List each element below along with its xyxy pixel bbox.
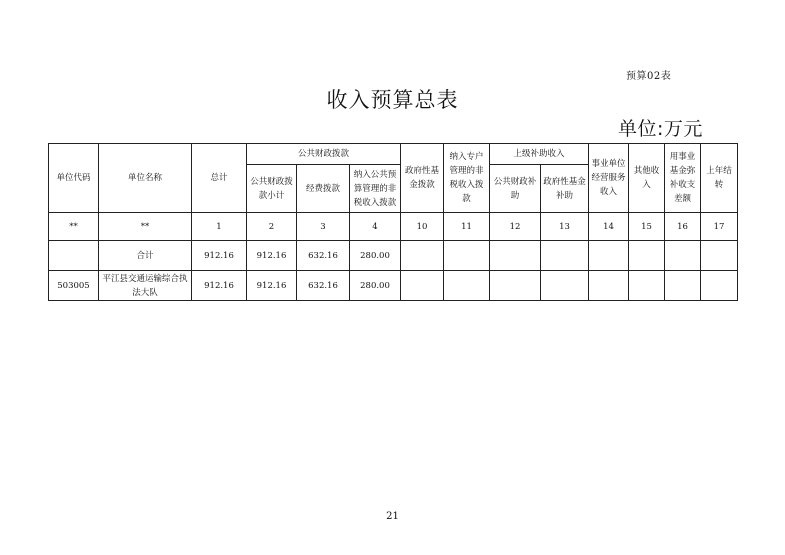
header-higher-subsidy: 上级补助收入 xyxy=(490,144,589,165)
cell-empty xyxy=(629,241,665,271)
header-total: 总计 xyxy=(192,144,247,213)
cell-funding: 632.16 xyxy=(297,271,350,301)
cell-empty xyxy=(541,271,589,301)
cell-empty xyxy=(589,241,629,271)
cell-empty xyxy=(541,241,589,271)
cell-unit-name: 平江县交通运输综合执法大队 xyxy=(99,271,192,301)
col-number: ** xyxy=(49,213,99,241)
col-number: 17 xyxy=(701,213,738,241)
col-number: 15 xyxy=(629,213,665,241)
column-number-row xyxy=(49,213,738,241)
col-number: 1 xyxy=(192,213,247,241)
cell-unit-code xyxy=(49,241,99,271)
col-number: 12 xyxy=(490,213,541,241)
cell-subtotal: 912.16 xyxy=(247,241,297,271)
budget-table xyxy=(48,143,738,301)
header-unit-name: 单位名称 xyxy=(99,144,192,213)
col-number: 4 xyxy=(350,213,401,241)
header-non-tax-budget: 纳入公共预算管理的非税收入拨款 xyxy=(350,165,401,213)
header-business-fund: 用事业基金弥补收支差额 xyxy=(665,144,701,213)
col-number: 3 xyxy=(297,213,350,241)
header-public-finance-subtotal: 公共财政拨款小计 xyxy=(247,165,297,213)
col-number: 16 xyxy=(665,213,701,241)
cell-total: 912.16 xyxy=(192,271,247,301)
table-row xyxy=(49,241,738,271)
col-number: ** xyxy=(99,213,192,241)
col-number: 13 xyxy=(541,213,589,241)
cell-funding: 632.16 xyxy=(297,241,350,271)
header-public-finance-subsidy: 公共财政补助 xyxy=(490,165,541,213)
header-funding: 经费拨款 xyxy=(297,165,350,213)
cell-empty xyxy=(444,241,490,271)
col-number: 2 xyxy=(247,213,297,241)
header-carryover: 上年结转 xyxy=(701,144,738,213)
cell-empty xyxy=(629,271,665,301)
cell-unit-name: 合计 xyxy=(99,241,192,271)
page-number: 21 xyxy=(386,511,399,522)
cell-empty xyxy=(401,241,444,271)
cell-empty xyxy=(490,241,541,271)
form-code: 预算02表 xyxy=(626,71,672,82)
header-other-income: 其他收入 xyxy=(629,144,665,213)
cell-empty xyxy=(665,241,701,271)
cell-unit-code: 503005 xyxy=(49,271,99,301)
header-row-1 xyxy=(49,144,738,165)
header-unit-code: 单位代码 xyxy=(49,144,99,213)
cell-non-tax: 280.00 xyxy=(350,241,401,271)
table-row xyxy=(49,271,738,301)
col-number: 11 xyxy=(444,213,490,241)
header-special-non-tax: 纳入专户管理的非税收入拨款 xyxy=(444,144,490,213)
cell-total: 912.16 xyxy=(192,241,247,271)
header-gov-fund-subsidy: 政府性基金补助 xyxy=(541,165,589,213)
cell-subtotal: 912.16 xyxy=(247,271,297,301)
header-public-finance: 公共财政拨款 xyxy=(247,144,401,165)
cell-empty xyxy=(589,271,629,301)
header-gov-fund: 政府性基金拨款 xyxy=(401,144,444,213)
cell-empty xyxy=(401,271,444,301)
cell-empty xyxy=(490,271,541,301)
cell-empty xyxy=(701,271,738,301)
col-number: 14 xyxy=(589,213,629,241)
cell-non-tax: 280.00 xyxy=(350,271,401,301)
cell-empty xyxy=(701,241,738,271)
unit-label: 单位:万元 xyxy=(618,118,703,140)
cell-empty xyxy=(444,271,490,301)
page-title: 收入预算总表 xyxy=(326,88,459,112)
header-business-income: 事业单位经营服务收入 xyxy=(589,144,629,213)
cell-empty xyxy=(665,271,701,301)
col-number: 10 xyxy=(401,213,444,241)
